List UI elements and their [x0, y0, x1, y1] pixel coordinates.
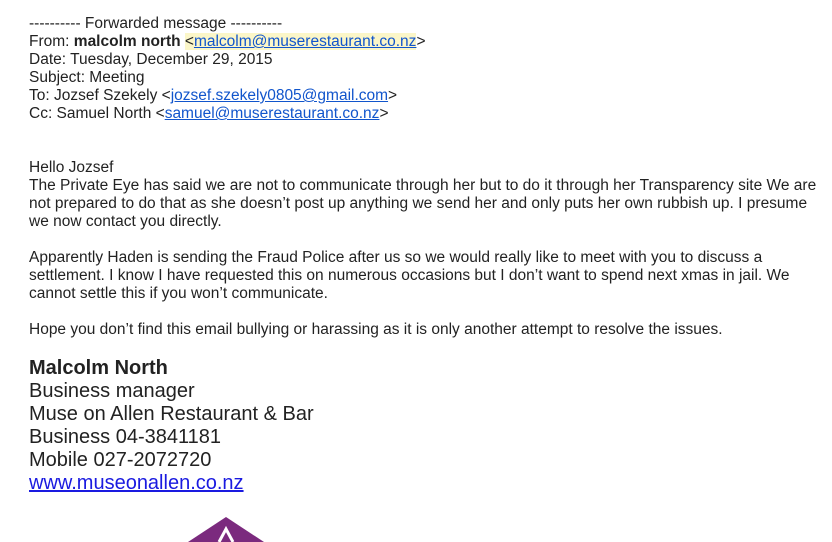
paragraph-2: Apparently Haden is sending the Fraud Police after us so we would really like to meet with you to discuss a settlement. I know I have requested this on numerous occasions but I don’t want to spend next xmas in jail. We cannot settle this if you won’t communicate.	[29, 249, 790, 302]
from-email-link[interactable]: malcolm@muserestaurant.co.nz	[193, 33, 417, 50]
to-line: To: Jozsef Szekely <jozsef.szekely0805@gmail.com>	[29, 87, 398, 104]
forwarded-header	[29, 15, 426, 123]
to-email-link[interactable]: jozsef.szekely0805@gmail.com	[170, 87, 389, 104]
signature-company: Muse on Allen Restaurant & Bar	[29, 403, 314, 425]
cc-label: Cc: Samuel North <	[29, 105, 165, 122]
from-name: malcolm north	[73, 33, 181, 50]
restaurant-logo-icon	[186, 517, 266, 542]
signature-business-phone: Business 04-3841181	[29, 426, 221, 448]
forward-divider: ---------- Forwarded message ----------	[29, 15, 283, 32]
signature-website-link[interactable]: www.museonallen.co.nz	[29, 472, 244, 494]
signature-mobile-phone: Mobile 027-2072720	[29, 449, 212, 471]
cc-email-link[interactable]: samuel@muserestaurant.co.nz	[164, 105, 380, 122]
from-label: From:	[29, 33, 74, 50]
from-email-wrap: <malcolm@muserestaurant.co.nz	[184, 33, 417, 50]
greeting: Hello Jozsef	[29, 159, 114, 176]
from-line: From: malcolm north <malcolm@muserestaurant.co.nz>	[29, 33, 426, 50]
to-label: To: Jozsef Szekely <	[29, 87, 171, 104]
signature-name: Malcolm North	[29, 357, 168, 379]
signature-block	[29, 357, 314, 495]
subject-line: Subject: Meeting	[29, 69, 145, 86]
paragraph-3: Hope you don’t find this email bullying or harassing as it is only another attempt to resolve the issues.	[29, 321, 723, 338]
cc-line: Cc: Samuel North <samuel@muserestaurant.co.nz>	[29, 105, 389, 122]
paragraph-1: The Private Eye has said we are not to communicate through her but to do it through her Transparency site We are not prepared to do that as she doesn’t post up anything we send her and only puts her own rubbish up. I presume we now contact you directly.	[29, 177, 817, 230]
signature-title: Business manager	[29, 380, 195, 402]
date-line: Date: Tuesday, December 29, 2015	[29, 51, 273, 68]
